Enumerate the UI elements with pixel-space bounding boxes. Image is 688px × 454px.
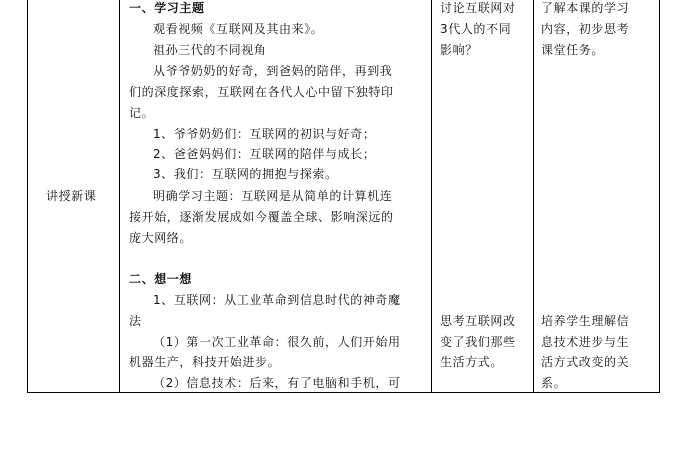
list-item-2: 2、爸爸妈妈们：互联网的陪伴与成长； — [153, 147, 376, 161]
theme-line-2: 接开始，逐渐发展成如今覆盖全球、影响深远的 — [129, 210, 394, 224]
list-item-3: 3、我们：互联网的拥抱与探索。 — [153, 167, 338, 181]
student-activity-bottom-line-2: 变了我们那些 — [440, 335, 516, 349]
column-divider-3 — [533, 0, 534, 393]
column-divider-1 — [119, 0, 120, 393]
theme-line-3: 庞大网络。 — [129, 231, 193, 245]
student-activity-top-line-2: 3代人的不同 — [440, 22, 512, 36]
watch-video-text: 观看视频《互联网及其由来》。 — [153, 22, 324, 36]
revolution2-line-1: （2）信息技术：后来，有了电脑和手机，可 — [153, 376, 401, 390]
table-right-border — [659, 0, 660, 393]
section1-heading: 一、学习主题 — [129, 1, 205, 15]
design-intent-top-line-1: 了解本课的学习 — [541, 1, 630, 15]
paragraph-line-3: 记。 — [129, 106, 155, 120]
design-intent-bottom-line-1: 培养学生理解信 — [541, 314, 630, 328]
subsection1-line-1: 1、互联网：从工业革命到信息时代的神奇魔 — [153, 293, 401, 307]
student-activity-top-line-3: 影响？ — [440, 43, 478, 57]
student-activity-top-line-1: 讨论互联网对 — [440, 1, 516, 15]
paragraph-line-2: 们的深度探索，互联网在各代人心中留下独特印 — [129, 85, 394, 99]
three-generations-text: 祖孙三代的不同视角 — [153, 43, 267, 57]
student-activity-bottom-line-1: 思考互联网改 — [440, 314, 516, 328]
table-bottom-border — [27, 392, 660, 393]
list-item-1: 1、爷爷奶奶们：互联网的初识与好奇； — [153, 127, 376, 141]
student-activity-bottom-line-3: 生活方式。 — [440, 355, 504, 369]
design-intent-bottom-line-3: 活方式改变的关 — [541, 355, 630, 369]
column-divider-2 — [431, 0, 432, 393]
table-left-border — [27, 0, 28, 393]
paragraph-line-1: 从爷爷奶奶的好奇，到爸妈的陪伴，再到我 — [153, 64, 393, 78]
design-intent-bottom-line-2: 息技术进步与生 — [541, 335, 630, 349]
revolution1-line-2: 机器生产，科技开始进步。 — [129, 355, 281, 369]
design-intent-top-line-3: 课堂任务。 — [541, 43, 605, 57]
revolution1-line-1: （1）第一次工业革命：很久前，人们开始用 — [153, 335, 401, 349]
row-label: 讲授新课 — [46, 189, 97, 203]
design-intent-bottom-line-4: 系。 — [541, 376, 567, 390]
design-intent-top-line-2: 内容，初步思考 — [541, 22, 630, 36]
subsection1-line-2: 法 — [129, 314, 142, 328]
section2-heading: 二、想一想 — [129, 272, 193, 286]
theme-line-1: 明确学习主题：互联网是从简单的计算机连 — [153, 189, 393, 203]
